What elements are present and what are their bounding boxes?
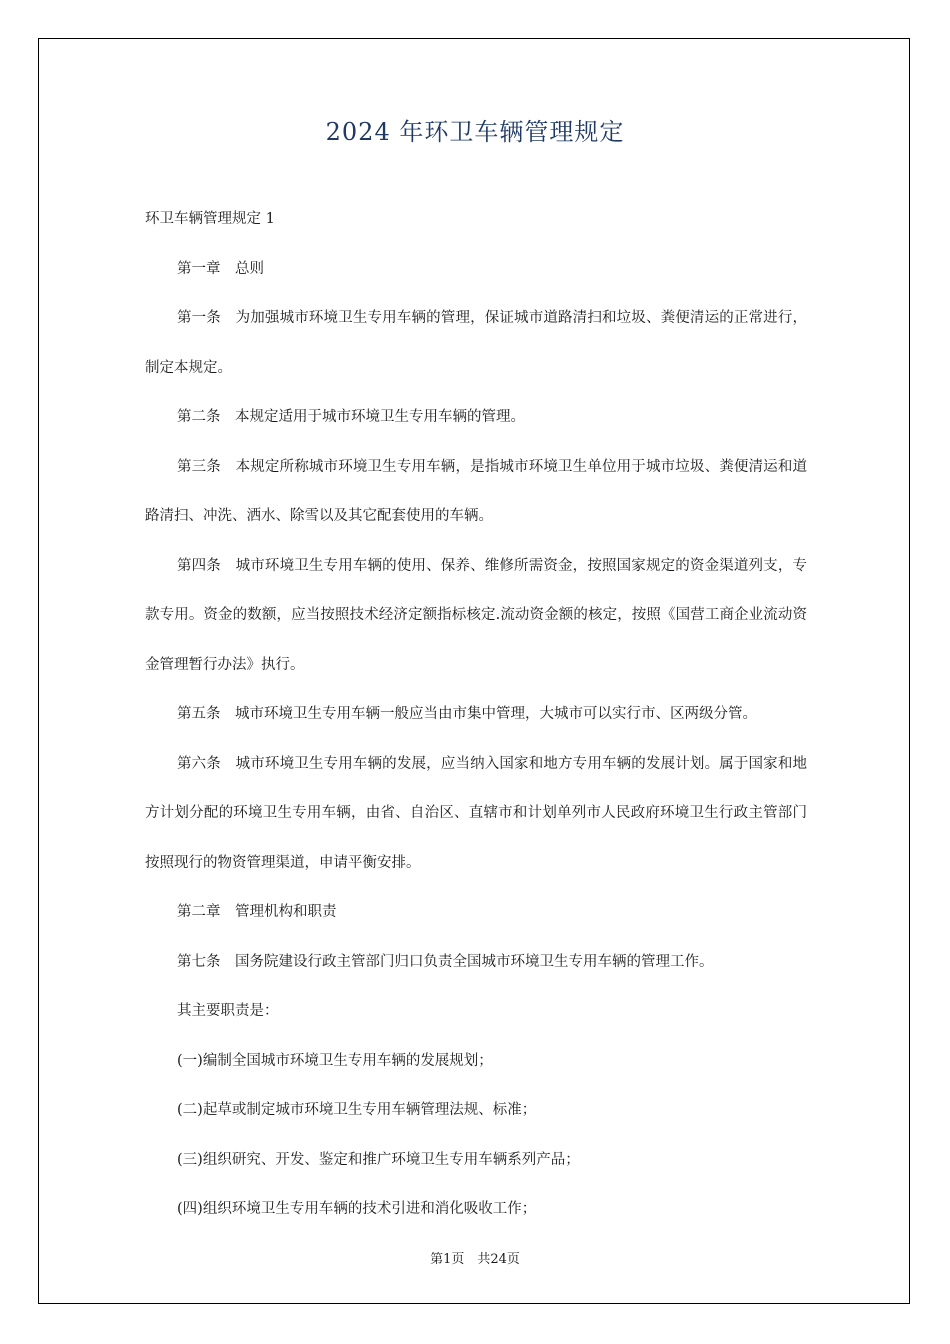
article-paragraph: 第二条 本规定适用于城市环境卫生专用车辆的管理。 (177, 409, 525, 425)
paragraph: 环卫车辆管理规定 1 (145, 211, 275, 227)
article-paragraph: 第三条 本规定所称城市环境卫生专用车辆，是指城市环境卫生单位用于城市垃圾、粪便清运和道路清扫、冲洗、洒水、除雪以及其它配套使用的车辆。 (145, 458, 807, 524)
list-item: (三)组织研究、开发、鉴定和推广环境卫生专用车辆系列产品； (177, 1151, 580, 1168)
list-item: (一)编制全国城市环境卫生专用车辆的发展规划； (177, 1052, 493, 1069)
article-paragraph: 其主要职责是： (177, 1003, 279, 1019)
chapter-heading: 第一章 总则 (177, 260, 264, 277)
article-paragraph: 第七条 国务院建设行政主管部门归口负责全国城市环境卫生专用车辆的管理工作。 (177, 953, 714, 970)
article-paragraph: 第五条 城市环境卫生专用车辆一般应当由市集中管理，大城市可以实行市、区两级分管。 (177, 706, 757, 722)
list-item: (二)起草或制定城市环境卫生专用车辆管理法规、标准； (177, 1102, 537, 1118)
page-footer: 第1页 共24页 (430, 1252, 520, 1267)
article-paragraph: 第四条 城市环境卫生专用车辆的使用、保养、维修所需资金，按照国家规定的资金渠道列支，专款专用。资金的数额，应当按照技术经济定额指标核定.流动资金额的核定，按照《国营工商企业流动资金管理暂行办法》执行。 (145, 557, 807, 673)
document-body (145, 195, 807, 1235)
chapter-heading: 第二章 管理机构和职责 (177, 904, 337, 920)
article-paragraph: 第一条 为加强城市环境卫生专用车辆的管理，保证城市道路清扫和垃圾、粪便清运的正常进行，制定本规定。 (145, 310, 807, 376)
list-item: (四)组织环境卫生专用车辆的技术引进和消化吸收工作； (177, 1201, 537, 1217)
document-title: 2024 年环卫车辆管理规定 (325, 118, 625, 146)
article-paragraph: 第六条 城市环境卫生专用车辆的发展，应当纳入国家和地方专用车辆的发展计划。属于国家和地方计划分配的环境卫生专用车辆，由省、自治区、直辖市和计划单列市人民政府环境卫生行政主管部门按照现行的物资管理渠道，申请平衡安排。 (145, 755, 807, 871)
